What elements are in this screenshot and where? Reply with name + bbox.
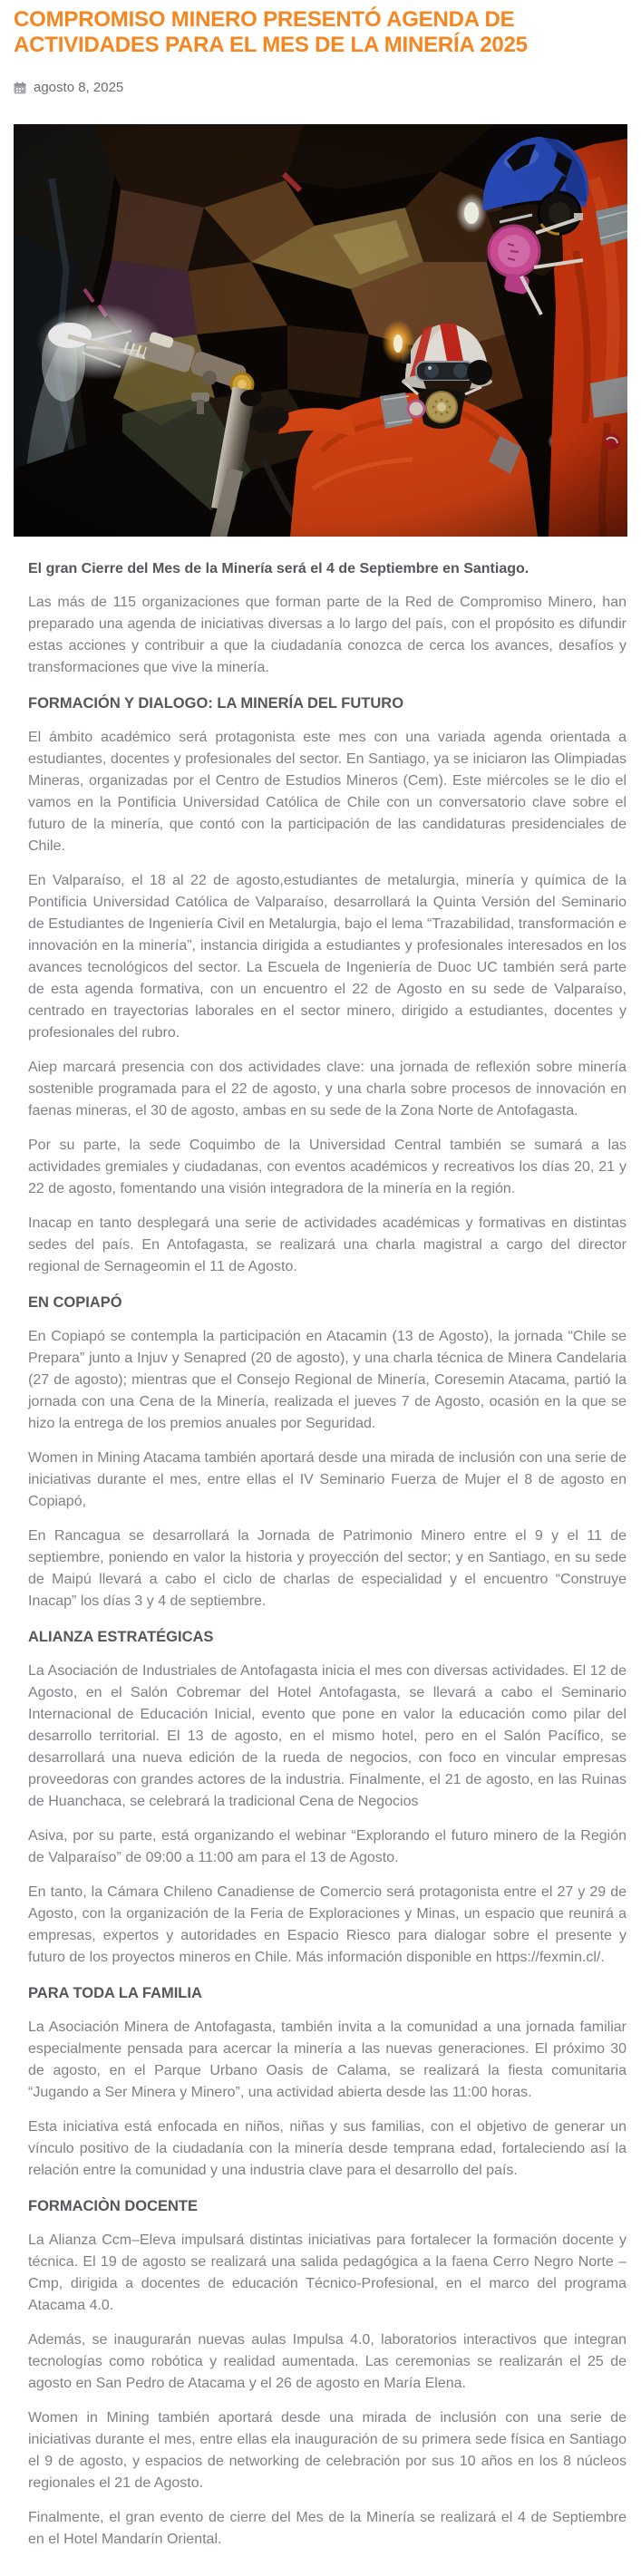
article-paragraph: La Asociación de Industriales de Antofagasta inicia el mes con diversas actividades. El 12 de Agosto, en el Salón Cobremar del Hotel Antofagasta, se llevará a cabo el Seminario Internacional de Educación Inicial, evento que pone en valor la educación como pilar del desarrollo territorial. El 13 de agosto, en el mismo hotel, pero en el Salón Pacífico, se desarrollará una nueva edición de la rueda de negocios, con foco en vincular empresas proveedoras con grandes actores de la industria. Finalmente, el 21 de agosto, en las Ruinas de Huanchaca, se celebrará la tradicional Cena de Negocios — [28, 1663, 626, 1809]
article-paragraph: En Rancagua se desarrollará la Jornada de Patrimonio Minero entre el 9 y el 11 de septiembre, poniendo en valor la historia y proyección del sector; y en Santiago, en su sede de Maipú llevará a cabo el ciclo de charlas de especialidad y el encuentro “Construye Inacap” los días 3 y 4 de septiembre. — [28, 1528, 626, 1609]
section-heading-alianza-estrategicas: ALIANZA ESTRATÉGICAS — [28, 1629, 214, 1645]
article-paragraph: Las más de 115 organizaciones que forman parte de la Red de Compromiso Minero, han preparado una agenda de iniciativas diversas a lo largo del país, con el propósito es difundir estas acciones y contribuir a que la ciudadanía conozca de cerca los avances, desafíos y transformaciones que vive la minería. — [28, 595, 626, 675]
article-paragraph: Women in Mining Atacama también aportará desde una mirada de inclusión con una serie de iniciativas durante el mes, entre ellas el IV Seminario Fuerza de Mujer el 8 de agosto en Copiapó, — [28, 1450, 626, 1509]
calendar-icon — [14, 82, 26, 94]
article-paragraph: Asiva, por su parte, está organizando el webinar “Explorando el futuro minero de la Región de Valparaíso” de 09:00 a 11:00 am para el 13 de Agosto. — [28, 1828, 626, 1865]
article-paragraph: Women in Mining también aportará desde una mirada de inclusión con una serie de iniciativas durante el mes, entre ellas ela inauguración de su primera sede física en Santiago el 9 de agosto, y espacios de networking de celebración por sus 10 años en los 8 núcleos regionales el 21 de Agosto. — [28, 2410, 626, 2491]
article-paragraph: Finalmente, el gran evento de cierre del Mes de la Minería se realizará el 4 de Septiembre en el Hotel Mandarín Oriental. — [28, 2510, 626, 2547]
section-heading-formacion-dialogo: FORMACIÓN Y DIALOGO: LA MINERÍA DEL FUTURO — [28, 695, 404, 712]
publish-date-row — [14, 80, 627, 95]
article-paragraph: La Asociación Minera de Antofagasta, también invita a la comunidad a una jornada familiar especialmente pensada para acercar la minería a las nuevas generaciones. El próximo 30 de agosto, en el Parque Urbano Oasis de Calama, se realizará la fiesta comunitaria “Jugando a Ser Minera y Minero”, una actividad abierta desde las 11:00 horas. — [28, 2019, 626, 2100]
section-heading-formacion-docente: FORMACIÒN DOCENTE — [28, 2198, 198, 2214]
article-paragraph: Además, se inaugurarán nuevas aulas Impulsa 4.0, laboratorios interactivos que integran tecnologías como robótica y realidad aumentada. Las ceremonias se realizarán el 25 de agosto en San Pedro de Atacama y el 26 de agosto en María Elena. — [28, 2332, 626, 2391]
article-paragraph: En Valparaíso, el 18 al 22 de agosto,estudiantes de metalurgia, minería y química de la Pontificia Universidad Católica de Valparaíso, desarrollará la Quinta Versión del Seminario de Estudiantes de Ingeniería Civil en Metalurgia, bajo el lema “Trazabilidad, transformación e innovación en la minería”, instancia dirigida a estudiantes y profesionales interesados en los avances tecnológicos del sector. La Escuela de Ingeniería de Duoc UC también será parte de esta agenda formativa, con un encuentro el 22 de Agosto en su sede de Valparaíso, centrado en trayectorias laborales en el sector minero, dirigido a estudiantes, docentes y profesionales del rubro. — [28, 873, 626, 1041]
publish-date: agosto 8, 2025 — [34, 80, 124, 95]
image-caption: El gran Cierre del Mes de la Minería será el 4 de Septiembre en Santiago. — [28, 561, 529, 576]
article-paragraph: La Alianza Ccm–Eleva impulsará distintas iniciativas para fortalecer la formación docente y técnica. El 19 de agosto se realizará una salida pedagógica a la faena Cerro Negro Norte – Cmp, dirigida a docentes de educación Técnico-Profesional, en el marco del programa Atacama 4.0. — [28, 2232, 626, 2313]
article-paragraph: Aiep marcará presencia con dos actividades clave: una jornada de reflexión sobre minería sostenible programada para el 22 de agosto, y una charla sobre procesos de innovación en faenas mineras, el 30 de agosto, ambas en su sede de la Zona Norte de Antofagasta. — [28, 1060, 626, 1119]
section-heading-para-toda-la-familia: PARA TODA LA FAMILIA — [28, 1985, 202, 2001]
section-heading-en-copiapo: EN COPIAPÓ — [28, 1294, 122, 1311]
page-title: COMPROMISO MINERO PRESENTÓ AGENDA DE ACTIVIDADES PARA EL MES DE LA MINERÍA 2025 — [14, 7, 528, 57]
article-paragraph: El ámbito académico será protagonista este mes con una variada agenda orientada a estudiantes, docentes y profesionales del sector. En Santiago, ya se iniciaron las Olimpiadas Mineras, organizadas por el Centro de Estudios Mineros (Cem). Este miércoles se le dio el vamos en la Pontificia Universidad Católica de Chile con un conversatorio clave sobre el futuro de la minería, que contó con la participación de las candidaturas presidenciales de Chile. — [28, 730, 626, 854]
article-paragraph: En Copiapó se contempla la participación en Atacamin (13 de Agosto), la jornada “Chile se Prepara” junto a Injuv y Senapred (20 de agosto), y una charla técnica de Minera Candelaria (27 de agosto); mientras que el Consejo Regional de Minería, Coresemin Atacama, partió la jornada con una Cena de la Minería, realizada el jueves 7 de Agosto, ocasión en la que se hizo la entrega de los premios anuales por Seguridad. — [28, 1329, 626, 1431]
hero-image — [14, 124, 627, 537]
article-paragraph: Esta iniciativa está enfocada en niños, niñas y sus familias, con el objetivo de generar un vínculo positivo de la ciudadanía con la minería desde temprana edad, fortaleciendo así la relación entre la comunidad y una industria clave para el desarrollo del país. — [28, 2119, 626, 2178]
article-paragraph: Por su parte, la sede Coquimbo de la Universidad Central también se sumará a las actividades gremiales y ciudadanas, con eventos académicos y recreativos los días 20, 21 y 22 de agosto, fomentando una visión integradora de la minería en la región. — [28, 1138, 626, 1196]
article-paragraph: Inacap en tanto desplegará una serie de actividades académicas y formativas en distintas sedes del país. En Antofagasta, se realizará una charla magistral a cargo del director regional de Sernageomin el 11 de Agosto. — [28, 1215, 626, 1274]
article-paragraph: En tanto, la Cámara Chileno Canadiense de Comercio será protagonista entre el 27 y 29 de Agosto, con la organización de la Feria de Exploraciones y Minas, un espacio que reunirá a empresas, expertos y autoridades en Espacio Riesco para dialogar sobre el presente y futuro de los proyectos mineros en Chile. Más información disponible en https://fexmin.cl/. — [28, 1884, 626, 1965]
mine-photo-illustration — [14, 124, 627, 537]
